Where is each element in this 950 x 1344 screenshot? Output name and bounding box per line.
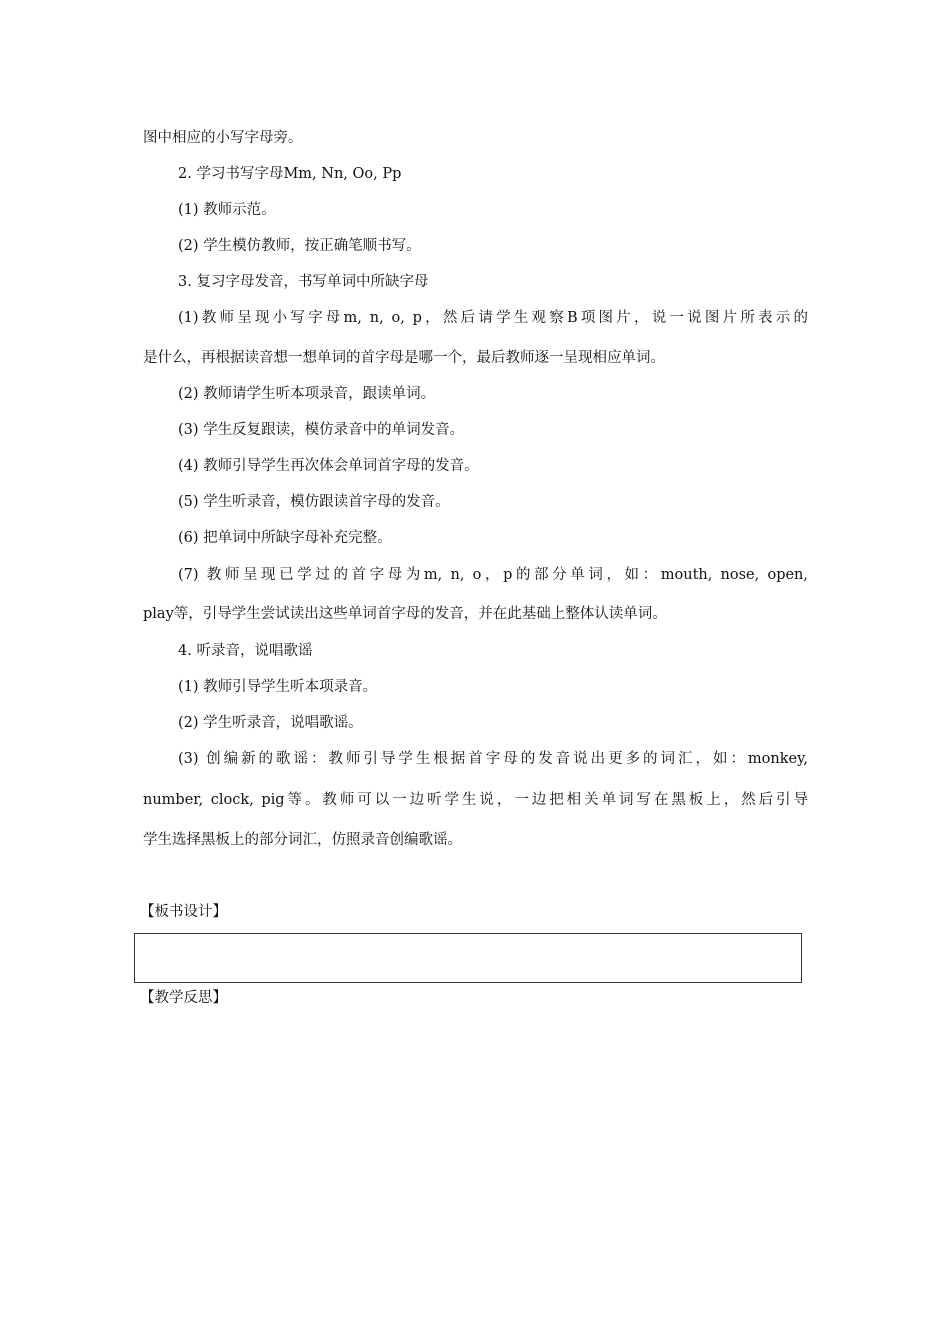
section-heading-2: 2. 学习书写字母Mm, Nn, Oo, Pp — [178, 166, 402, 182]
list-item: (4) 教师引导学生再次体会单词首字母的发音。 — [178, 458, 479, 474]
section-heading-4: 4. 听录音，说唱歌谣 — [178, 643, 313, 659]
paragraph-line: 学生选择黑板上的部分词汇，仿照录音创编歌谣。 — [143, 832, 462, 848]
list-item: (1) 教师示范。 — [178, 202, 276, 218]
paragraph-line: 是什么，再根据读音想一想单词的首字母是哪一个，最后教师逐一呈现相应单词。 — [143, 350, 665, 366]
board-design-heading: 【板书设计】 — [140, 904, 227, 920]
paragraph-line: number, clock, pig等。教师可以一边听学生说，一边把相关单词写在黑板上，然后引导 — [143, 792, 808, 808]
list-item: (7) 教师呈现已学过的首字母为m, n, o，p的部分单词，如：mouth, nose, open, — [178, 567, 808, 583]
list-item: (2) 学生模仿教师，按正确笔顺书写。 — [178, 238, 421, 254]
section-heading-3: 3. 复习字母发音，书写单词中所缺字母 — [178, 274, 429, 290]
teaching-reflection-heading: 【教学反思】 — [140, 990, 227, 1006]
paragraph-line: 图中相应的小写字母旁。 — [143, 130, 303, 146]
list-item: (5) 学生听录音，模仿跟读首字母的发音。 — [178, 494, 450, 510]
list-item: (6) 把单词中所缺字母补充完整。 — [178, 530, 392, 546]
list-item: (1)教师呈现小写字母m, n, o, p，然后请学生观察B项图片，说一说图片所表示的 — [178, 310, 808, 326]
list-item: (3) 学生反复跟读，模仿录音中的单词发音。 — [178, 422, 465, 438]
board-design-box — [134, 933, 802, 983]
list-item: (2) 学生听录音，说唱歌谣。 — [178, 715, 363, 731]
paragraph-line: play等，引导学生尝试读出这些单词首字母的发音，并在此基础上整体认读单词。 — [143, 606, 667, 622]
list-item: (3) 创编新的歌谣：教师引导学生根据首字母的发音说出更多的词汇，如：monkey, — [178, 751, 808, 767]
list-item: (2) 教师请学生听本项录音，跟读单词。 — [178, 386, 436, 402]
list-item: (1) 教师引导学生听本项录音。 — [178, 679, 378, 695]
